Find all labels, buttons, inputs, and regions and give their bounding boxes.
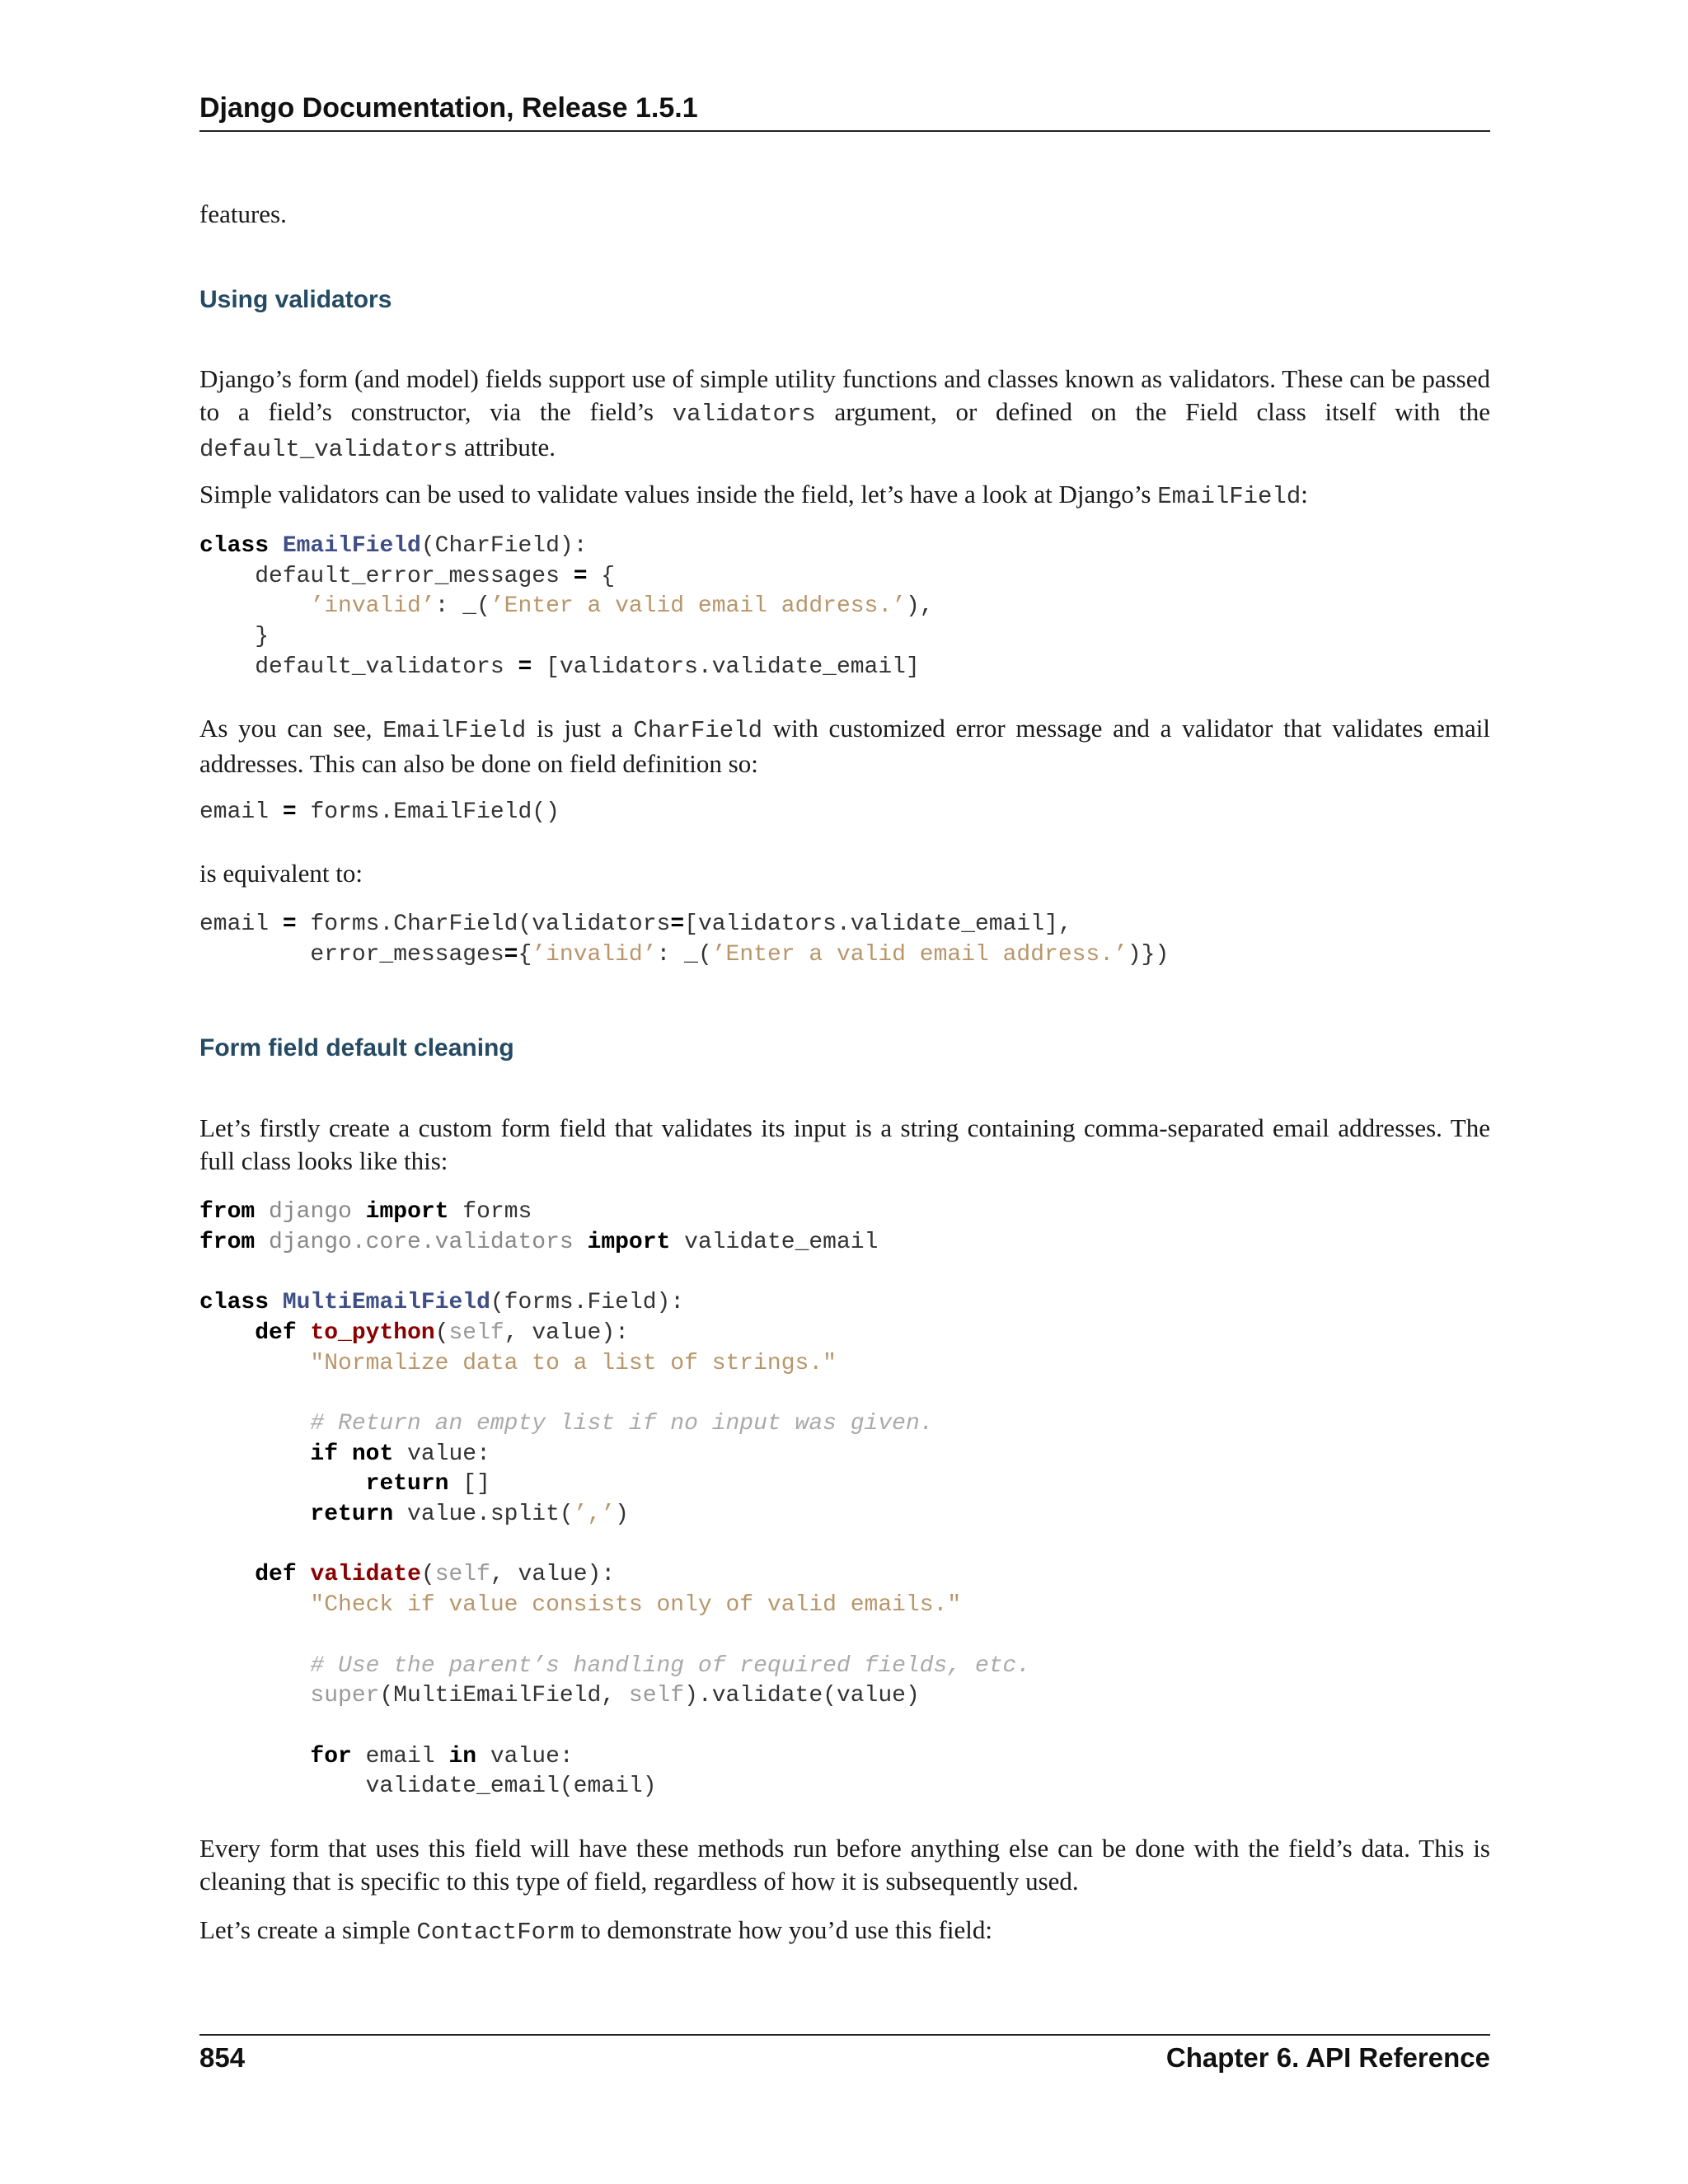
code-token xyxy=(199,1562,255,1587)
code-token xyxy=(199,1592,310,1618)
code-token: # Return an empty list if no input was given. xyxy=(310,1410,934,1436)
code-token: MultiEmailField xyxy=(282,1290,490,1316)
code-token: { xyxy=(518,941,532,968)
code-token: , value): xyxy=(504,1319,629,1346)
code-line xyxy=(199,624,269,649)
code-line xyxy=(199,1230,878,1255)
code-token: class xyxy=(199,533,270,559)
code-token: from xyxy=(199,1199,256,1225)
code-token: django.core.validators xyxy=(269,1229,574,1255)
code-token: ), xyxy=(905,593,934,620)
code-token: = xyxy=(573,563,588,589)
code-token: to_python xyxy=(310,1319,435,1346)
chapter-title: Chapter 6. API Reference xyxy=(1165,2042,1490,2073)
code-token: ’invalid’ xyxy=(310,593,435,620)
code-token xyxy=(199,1744,310,1769)
code-token: ’,’ xyxy=(573,1502,616,1528)
code-token: default_error_messages xyxy=(199,563,574,589)
document-page xyxy=(199,0,1490,2184)
section-heading-form-field-default-cleaning: Form field default cleaning xyxy=(199,1034,514,1062)
paragraph-as-you-can-see: As you can see, EmailField is just a CharField with customized error message and a validator that validates email addresses. This can also be done on field definition so: xyxy=(199,714,1490,778)
code-token: } xyxy=(199,624,270,650)
code-token xyxy=(199,1351,310,1376)
code-token: ’Enter a valid email address.’ xyxy=(490,593,906,620)
code-token: self xyxy=(628,1683,685,1709)
code-token: ’invalid’ xyxy=(532,941,657,968)
paragraph-custom-field: Let’s firstly create a custom form field that validates its input is a string containing comma-separated email addresses. The full class looks like this: xyxy=(199,1113,1490,1175)
code-token: validate_email xyxy=(670,1229,879,1255)
footer-rule xyxy=(199,2034,1490,2036)
code-token xyxy=(297,1320,311,1346)
code-block xyxy=(199,910,1169,970)
code-token xyxy=(199,1683,310,1708)
inline-code: CharField xyxy=(633,717,762,744)
code-token: not xyxy=(351,1441,394,1467)
code-token: import xyxy=(587,1229,671,1255)
paragraph-contact-form: Let’s create a simple ContactForm to demonstrate how you’d use this field: xyxy=(199,1915,992,1946)
code-token: (forms.Field): xyxy=(490,1290,685,1316)
paragraph-validators-intro: Django’s form (and model) fields support use of simple utility functions and classes known as validators. These can be passed to a field’s constructor, via the field’s validators argument, or defined on the Field class itself with the default_validators attribute. xyxy=(199,364,1490,463)
section-heading-using-validators: Using validators xyxy=(199,286,392,313)
code-line xyxy=(199,1441,490,1467)
code-line xyxy=(199,1320,629,1346)
code-token: if xyxy=(310,1441,339,1467)
code-token xyxy=(338,1441,352,1467)
code-token xyxy=(297,1562,311,1587)
code-token: email xyxy=(199,799,283,825)
header-rule xyxy=(199,130,1490,132)
code-line xyxy=(199,799,560,825)
code-token xyxy=(574,1230,588,1255)
code-line xyxy=(199,654,920,680)
code-token xyxy=(255,1230,269,1255)
code-block xyxy=(199,532,934,683)
code-token xyxy=(199,1471,366,1497)
code-token xyxy=(352,1199,366,1225)
code-token: (MultiEmailField, xyxy=(379,1683,629,1709)
code-token: = xyxy=(518,654,532,680)
inline-code: ContactForm xyxy=(416,1919,574,1946)
code-token: ( xyxy=(434,1319,449,1346)
code-line xyxy=(199,1290,684,1315)
code-token: [validators.validate_email], xyxy=(684,912,1072,937)
code-token: = xyxy=(282,799,297,825)
code-line xyxy=(199,912,1072,937)
code-token: email xyxy=(199,912,283,937)
code-token: forms.CharField(validators xyxy=(296,912,671,937)
code-token: : _( xyxy=(434,593,490,620)
code-token: default_validators xyxy=(199,654,518,680)
code-token: return xyxy=(310,1502,394,1528)
inline-code: default_validators xyxy=(199,436,458,463)
code-token: [] xyxy=(448,1471,490,1497)
inline-code: validators xyxy=(672,401,816,428)
intro-text: features. xyxy=(199,199,287,228)
code-token: class xyxy=(199,1290,270,1316)
code-line xyxy=(199,1592,961,1618)
paragraph-simple-validators: Simple validators can be used to validate values inside the field, let’s have a look at Django’s EmailField: xyxy=(199,480,1308,510)
code-token: return xyxy=(365,1471,449,1497)
code-line xyxy=(199,564,615,589)
code-line xyxy=(199,1199,532,1225)
code-token: [validators.validate_email] xyxy=(532,654,920,680)
code-line xyxy=(199,1351,837,1376)
code-token: django xyxy=(269,1199,352,1225)
code-token: value.split( xyxy=(393,1502,574,1528)
inline-code: EmailField xyxy=(1157,483,1301,510)
code-token xyxy=(199,1320,255,1346)
code-block xyxy=(199,798,560,828)
code-token: EmailField xyxy=(282,533,421,559)
code-token xyxy=(199,1653,310,1679)
code-token: ( xyxy=(420,1562,435,1588)
code-token: validate xyxy=(310,1562,421,1588)
code-line xyxy=(199,593,934,619)
code-token: self xyxy=(448,1319,504,1346)
page-number: 854 xyxy=(199,2042,246,2073)
code-token: from xyxy=(199,1229,256,1255)
code-token: def xyxy=(255,1319,297,1346)
code-token xyxy=(199,1441,310,1467)
code-token: email xyxy=(351,1743,449,1769)
code-token xyxy=(269,533,283,559)
code-token: # Use the parent’s handling of required fields, etc. xyxy=(310,1652,1031,1679)
code-token: def xyxy=(255,1562,297,1588)
code-line xyxy=(199,1562,615,1587)
code-token: import xyxy=(365,1199,449,1225)
paragraph-is-equivalent: is equivalent to: xyxy=(199,859,363,888)
code-token: "Normalize data to a list of strings." xyxy=(310,1350,837,1376)
inline-code: EmailField xyxy=(382,717,527,744)
code-line xyxy=(199,1774,657,1799)
code-token: (CharField): xyxy=(420,533,588,559)
code-token: error_messages xyxy=(199,941,504,968)
code-token: : _( xyxy=(656,941,712,968)
code-token xyxy=(269,1290,283,1315)
code-line xyxy=(199,533,588,559)
code-token: = xyxy=(282,912,297,937)
code-token: value: xyxy=(393,1441,490,1467)
code-line xyxy=(199,1411,934,1436)
code-line xyxy=(199,1653,1030,1679)
code-token: )}) xyxy=(1127,941,1170,968)
code-line xyxy=(199,942,1169,968)
code-token: forms xyxy=(448,1199,532,1225)
code-token: value: xyxy=(476,1743,574,1769)
code-token: forms.EmailField() xyxy=(296,799,560,825)
code-token: { xyxy=(587,563,616,589)
code-token: , value): xyxy=(490,1562,616,1588)
code-line xyxy=(199,1471,490,1497)
code-token: validate_email(email) xyxy=(199,1774,657,1800)
code-token: in xyxy=(448,1743,477,1769)
code-token xyxy=(255,1199,269,1225)
code-token: = xyxy=(670,912,685,937)
code-token: for xyxy=(310,1743,352,1769)
code-token: super xyxy=(310,1683,380,1709)
running-header: Django Documentation, Release 1.5.1 xyxy=(199,92,698,124)
paragraph-every-form: Every form that uses this field will have these methods run before anything else can be done with the field’s data. This is cleaning that is specific to this type of field, regardless of how it is subsequently used. xyxy=(199,1834,1490,1896)
code-token xyxy=(199,593,310,619)
code-token: self xyxy=(434,1562,490,1588)
code-token xyxy=(199,1411,310,1436)
code-token xyxy=(199,1502,310,1527)
code-line xyxy=(199,1502,629,1527)
code-token: ’Enter a valid email address.’ xyxy=(711,941,1128,968)
code-token: ) xyxy=(615,1502,629,1528)
code-token: ).validate(value) xyxy=(684,1683,920,1709)
code-line xyxy=(199,1683,920,1708)
code-block xyxy=(199,1197,1030,1802)
code-token: "Check if value consists only of valid emails." xyxy=(310,1592,962,1619)
code-line xyxy=(199,1744,574,1769)
code-token: = xyxy=(504,941,518,968)
